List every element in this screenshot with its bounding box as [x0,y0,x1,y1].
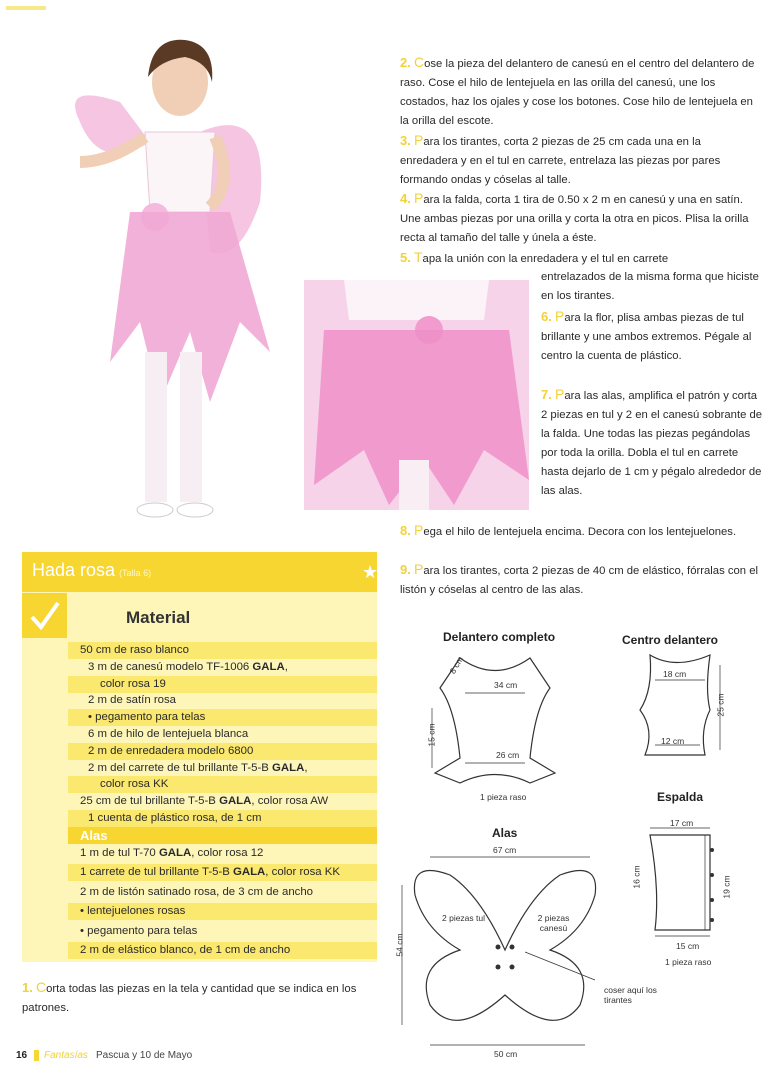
costume-title: Hada rosa (Talla 6) [32,560,152,580]
material-item: 2 m de enredadera modelo 6800 [68,743,377,760]
material-item: color rosa 19 [68,676,377,693]
delantero-dim-4: 26 cm [496,750,520,760]
material-item: 25 cm de tul brillante T-5-B GALA, color rosa AW [80,795,329,808]
espalda-pattern [640,820,750,940]
alas-material-item: • lentejuelones rosas [68,903,377,920]
step-5-cont: entrelazados de la misma forma que hiciste en los tirantes. [541,271,759,302]
alas-right-label: 2 piezas canesú [537,913,570,933]
star-icon: ★ [362,562,379,582]
step-9: 9. Para los tirantes, corta 2 piezas de 40 cm de elástico, fórralas con el listón y cóselas al centro de las alas. [400,561,759,596]
espalda-dim-1: 17 cm [670,818,694,828]
material-item: 50 cm de raso blanco [68,642,377,659]
material-item: 3 m de canesú modelo TF-1006 GALA, [88,660,288,673]
alas-material-item: 2 m de elástico blanco, de 1 cm de ancho [68,942,377,959]
costume-photo [40,22,280,522]
header-mark [6,6,46,10]
espalda-dim-2: 16 cm [631,865,642,889]
material-item: 2 m del carrete de tul brillante T-5-B GALA, [88,761,308,774]
step-8: 8. Pega el hilo de lentejuela encima. Decora con los lentejuelones. [400,522,737,538]
alas-title: Alas [492,826,518,840]
material-item: 1 cuenta de plástico rosa, de 1 cm [68,810,377,827]
alas-dim-2: 54 cm [394,933,405,957]
alas-dim-1: 67 cm [493,845,517,855]
delantero-title: Delantero completo [443,630,556,644]
alas-dim-3: 50 cm [494,1049,518,1059]
alas-material-item: 1 m de tul T-70 GALA, color rosa 12 [80,846,264,859]
espalda-dim-4: 15 cm [676,941,700,951]
centro-title: Centro delantero [622,633,719,647]
footer-brand: Fantasías [44,1050,88,1061]
espalda-dim-3: 19 cm [721,875,732,899]
delantero-note: 1 pieza raso [480,792,527,802]
step-4: 4. Para la falda, corta 1 tira de 0.50 x 2 m en canesú y una en satín. Une ambas piezas por una orilla y corta la otra en picos. Plisa la orilla recta al tamaño del talle y únela a éste. [400,190,749,244]
checkmark-icon [22,593,67,638]
alas-material-item: 1 carrete de tul brillante T-5-B GALA, color rosa KK [68,864,377,881]
material-item: • pegamento para telas [68,709,377,726]
page-number: 16 [16,1050,28,1061]
material-item: 6 m de hilo de lentejuela blanca [88,728,249,740]
alas-material-item: 2 m de listón satinado rosa, de 3 cm de ancho [80,885,314,898]
alas-left-label: 2 piezas tul [442,913,485,923]
alas-material-item: • pegamento para telas [80,924,198,937]
espalda-title: Espalda [657,790,704,804]
footer-text: Pascua y 10 de Mayo [96,1050,193,1061]
delantero-pattern [420,648,570,808]
delantero-dim-3: 15 cm [426,723,437,747]
skirt-closeup-photo [304,280,529,510]
step-6: 6. Para la flor, plisa ambas piezas de tul brillante y une ambos extremos. Pégale al centro la cuenta de plástico. [541,308,752,362]
espalda-note: 1 pieza raso [665,957,712,967]
alas-pattern [400,855,610,1050]
material-subtitle: Material [126,608,191,627]
footer-bar [34,1050,39,1061]
step-1: 1. Corta todas las piezas en la tela y cantidad que se indica en los patrones. [22,979,357,1014]
step-2: 2. Cose la pieza del delantero de canesú en el centro del delantero de raso. Cose el hilo de lentejuela en las orilla del canesú, une los costados, haz los ojales y cose los botones. Cose hilo de lentejuela en la orilla del escote. [400,54,755,127]
step-5: 5. Tapa la unión con la enredadera y el tul en carrete [400,249,669,265]
delantero-dim-1: 8 cm [447,654,466,676]
delantero-dim-2: 34 cm [494,680,518,690]
material-item: 2 m de satín rosa [88,694,177,707]
centro-dim-1: 18 cm [663,669,687,679]
centro-dim-3: 12 cm [661,736,685,746]
alas-subheading: Alas [68,827,377,844]
centro-dim-2: 25 cm [715,693,726,717]
material-item: color rosa KK [68,776,377,793]
step-3: 3. Para los tirantes, corta 2 piezas de 25 cm cada una en la enredadera y en el tul en carrete, entrelaza las piezas por pares formando ondas y cóselas al talle. [400,132,721,186]
step-7: 7. Para las alas, amplifica el patrón y corta 2 piezas en tul y 2 en el canesú sobrante de la falda. Une todas las piezas pegándolas por toda la orilla. Dobla el tul en carrete hasta dejarlo de 1 cm y pégalo alrededor de las alas. [541,386,763,497]
alas-note: coser aquí los tirantes [604,985,657,1005]
